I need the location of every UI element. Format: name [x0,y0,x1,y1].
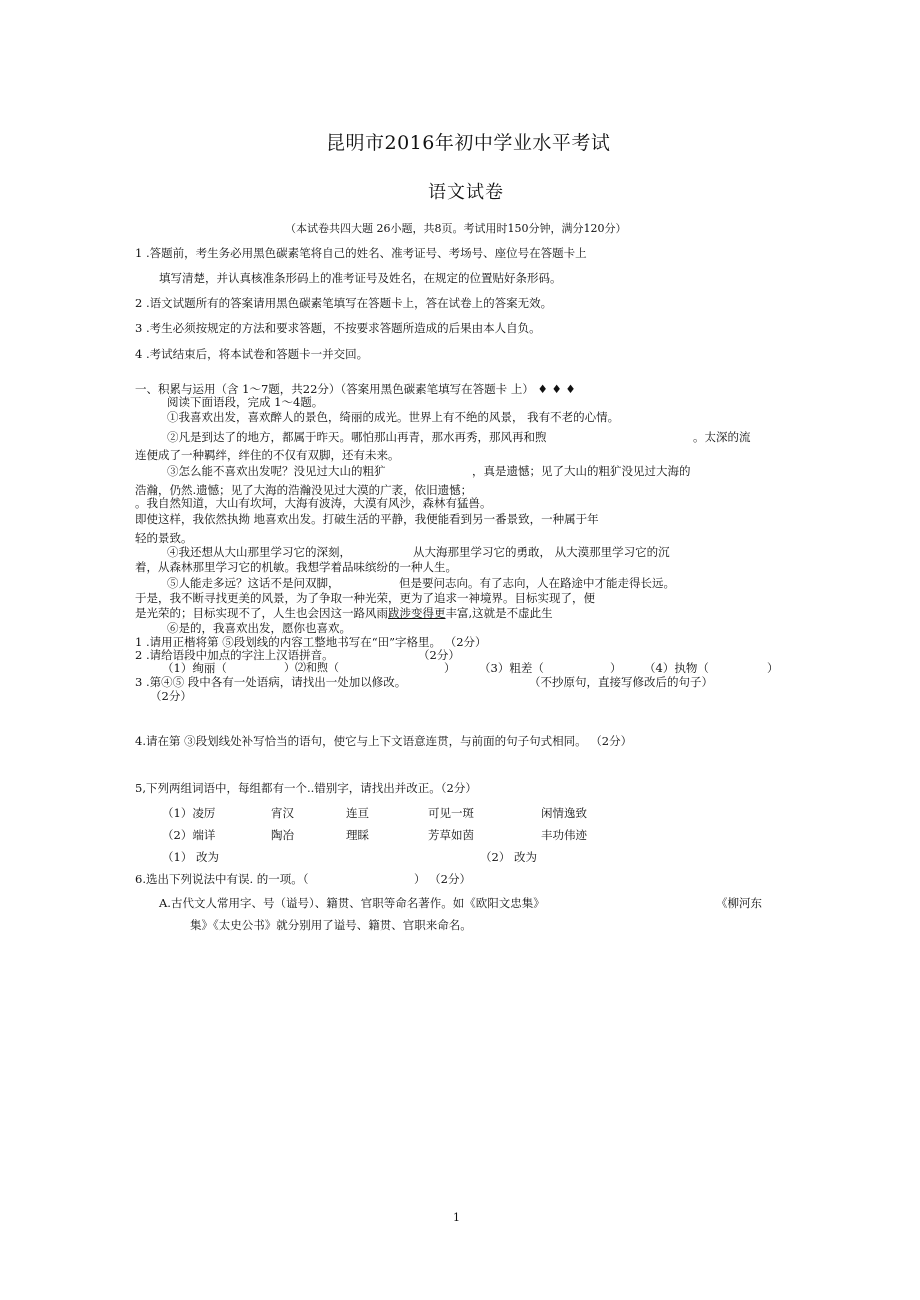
question-5-row1-word1: （1）凌厉 [162,806,216,820]
passage-paragraph-5-line3 [135,606,553,620]
question-5-fix-2: （2） 改为 [480,850,537,864]
question-2-item-2: ）⑵和煦（ [284,661,339,674]
passage-paragraph-3-line4: 即使这样，我依然执拗 地喜欢出发。打破生活的平静，我便能看到另一番景致，一种属于年 [135,512,599,526]
question-5-row1-word4: 可见一斑 [428,806,474,820]
section-1-heading: 一、积累与运用（含 1〜7题，共22分）（答案用黑色碳素笔填写在答题卡 上） ♦ ♦ ♦ [135,382,576,396]
passage-paragraph-5-line3-text: 是光荣的；目标实现不了，人生也会因这一路风雨 [135,606,388,620]
passage-paragraph-5: ⑤人能走多远？这话不是问双脚， [167,576,340,590]
question-2-item-1: （1）绚丽（ [162,661,227,675]
question-6-option-a-continued: 集》《太史公书》就分别用了谥号、籍贯、官职来命名。 [190,918,472,932]
question-3-note: （不抄原句，直接写修改后的句子） [529,675,713,689]
exam-subtitle: 语文试卷 [428,182,504,203]
passage-paragraph-3: ③怎么能不喜欢出发呢？没见过大山的粗犷 [167,464,386,478]
passage-paragraph-3-mid: ，真是遗憾；见了大山的粗犷没见过大海的 [472,464,691,478]
question-2-item-4: （4）执物（ [644,661,709,675]
question-2: 2 .请给语段中加点的字注上汉语拼音。 [135,648,334,662]
question-2-item-2-close: ） [444,661,456,675]
passage-paragraph-4-line2: 着，从森林那里学习它的机敏。我想学着品味缤纷的一种人生。 [135,560,457,574]
question-5-row1-word2: 宵汉 [271,806,294,820]
passage-paragraph-2-end: 。太深的流 [693,430,751,444]
question-3: 3 .第④⑤ 段中各有一处语病，请找出一处加以修改。 [135,675,407,689]
note-3: 3 .考生必须按规定的方法和要求答题，不按要求答题所造成的后果由本人自负。 [135,321,541,335]
underlined-phrase: 跋涉变得更 [388,606,446,620]
question-5-row1-word3: 连亘 [346,806,369,820]
question-5-row2-word4: 芳草如茵 [428,828,474,842]
question-2-score: （2分） [418,648,460,662]
exam-title: 昆明市2016年初中学业水平考试 [326,132,611,154]
question-1: 1 .请用正楷将第 ⑤段划线的内容工整地书写在“田”字格里。 （2分） [135,635,487,649]
question-6: 6.选出下列说法中有误. 的一项。（ [135,872,309,886]
question-5-fix-1: （1） 改为 [162,850,219,864]
question-5-row2-word3: 理睬 [346,828,369,842]
passage-paragraph-2-continued: 连便成了一种羁绊，绊住的不仅有双脚，还有未来。 [135,448,400,462]
passage-paragraph-3-line2: 浩瀚，仍然.遗憾；见了大海的浩瀚没见过大漠的广袤，依旧遗憾； [135,483,473,497]
passage-paragraph-4: ④我还想从大山那里学习它的深刻， [167,545,351,559]
passage-paragraph-3-line5: 轻的景致。 [135,531,193,545]
question-5: 5,下列两组词语中，每组都有一个..错别字，请找出并改正。（2分） [135,781,477,795]
question-2-item-3: （3）粗差（ [479,661,544,675]
passage-paragraph-4-mid: 从大海那里学习它的勇敢， 从大漠那里学习它的沉 [413,545,670,559]
passage-paragraph-5-line2: 于是，我不断寻找更美的风景，为了争取一种光荣，更为了追求一神境界。目标实现了，便 [135,591,595,605]
question-5-row2-word5: 丰功伟迹 [541,828,587,842]
page-number: 1 [453,1211,460,1224]
question-4: 4.请在第 ③段划线处补写恰当的语句，使它与上下文语意连贯，与前面的句子句式相同。 （2分） [135,734,633,748]
question-6-option-a-book: 《柳河东 [716,896,762,910]
question-2-item-3-close: ） [610,661,622,675]
question-6-tail: ） （2分） [414,872,471,886]
passage-paragraph-2: ②凡是到达了的地方，都属于昨天。哪怕那山再青，那水再秀，那风再和煦 [167,430,547,444]
question-5-row1-word5: 闲情逸致 [541,806,587,820]
passage-paragraph-1: ①我喜欢出发，喜欢醉人的景色，绮丽的成光。世界上有不绝的风景， 我有不老的心情。 [167,410,620,424]
passage-paragraph-3-line3: 。我自然知道，大山有坎坷，大海有波涛，大漠有风沙，森林有猛兽。 [135,496,492,510]
question-3-score: （2分） [150,689,192,703]
question-5-row2-word2: 陶冶 [271,828,294,842]
exam-info: （本试卷共四大题 26小题，共8页。考试用时150分钟，满分120分） [285,222,627,235]
note-1: 1 .答题前，考生务必用黑色碳素笔将自己的姓名、准考证号、考场号、座位号在答题卡上 [135,246,587,260]
note-4: 4 .考试结束后，将本试卷和答题卡一并交回。 [135,347,369,361]
passage-paragraph-5-mid: 但是要问志向。有了志向，人在路途中才能走得长远。 [399,576,675,590]
question-2-item-4-close: ） [767,661,779,675]
question-5-row2-word1: （2）端详 [162,828,216,842]
question-6-option-a: A.古代文人常用字、号（谥号）、籍贯、官职等命名著作。如《欧阳文忠集》 [159,896,545,910]
passage-paragraph-6: ⑥是的，我喜欢出发，愿你也喜欢。 [167,621,351,635]
section-1-instruction: 阅读下面语段，完成 1〜4题。 [167,395,324,409]
note-2: 2 .语文试题所有的答案请用黑色碳素笔填写在答题卡上，答在试卷上的答案无效。 [135,296,553,310]
passage-paragraph-5-line3-end: 丰富,这就是不虚此生 [445,606,553,620]
note-1-continued: 填写清楚，并认真核准条形码上的准考证号及姓名，在规定的位置贴好条形码。 [159,271,562,285]
